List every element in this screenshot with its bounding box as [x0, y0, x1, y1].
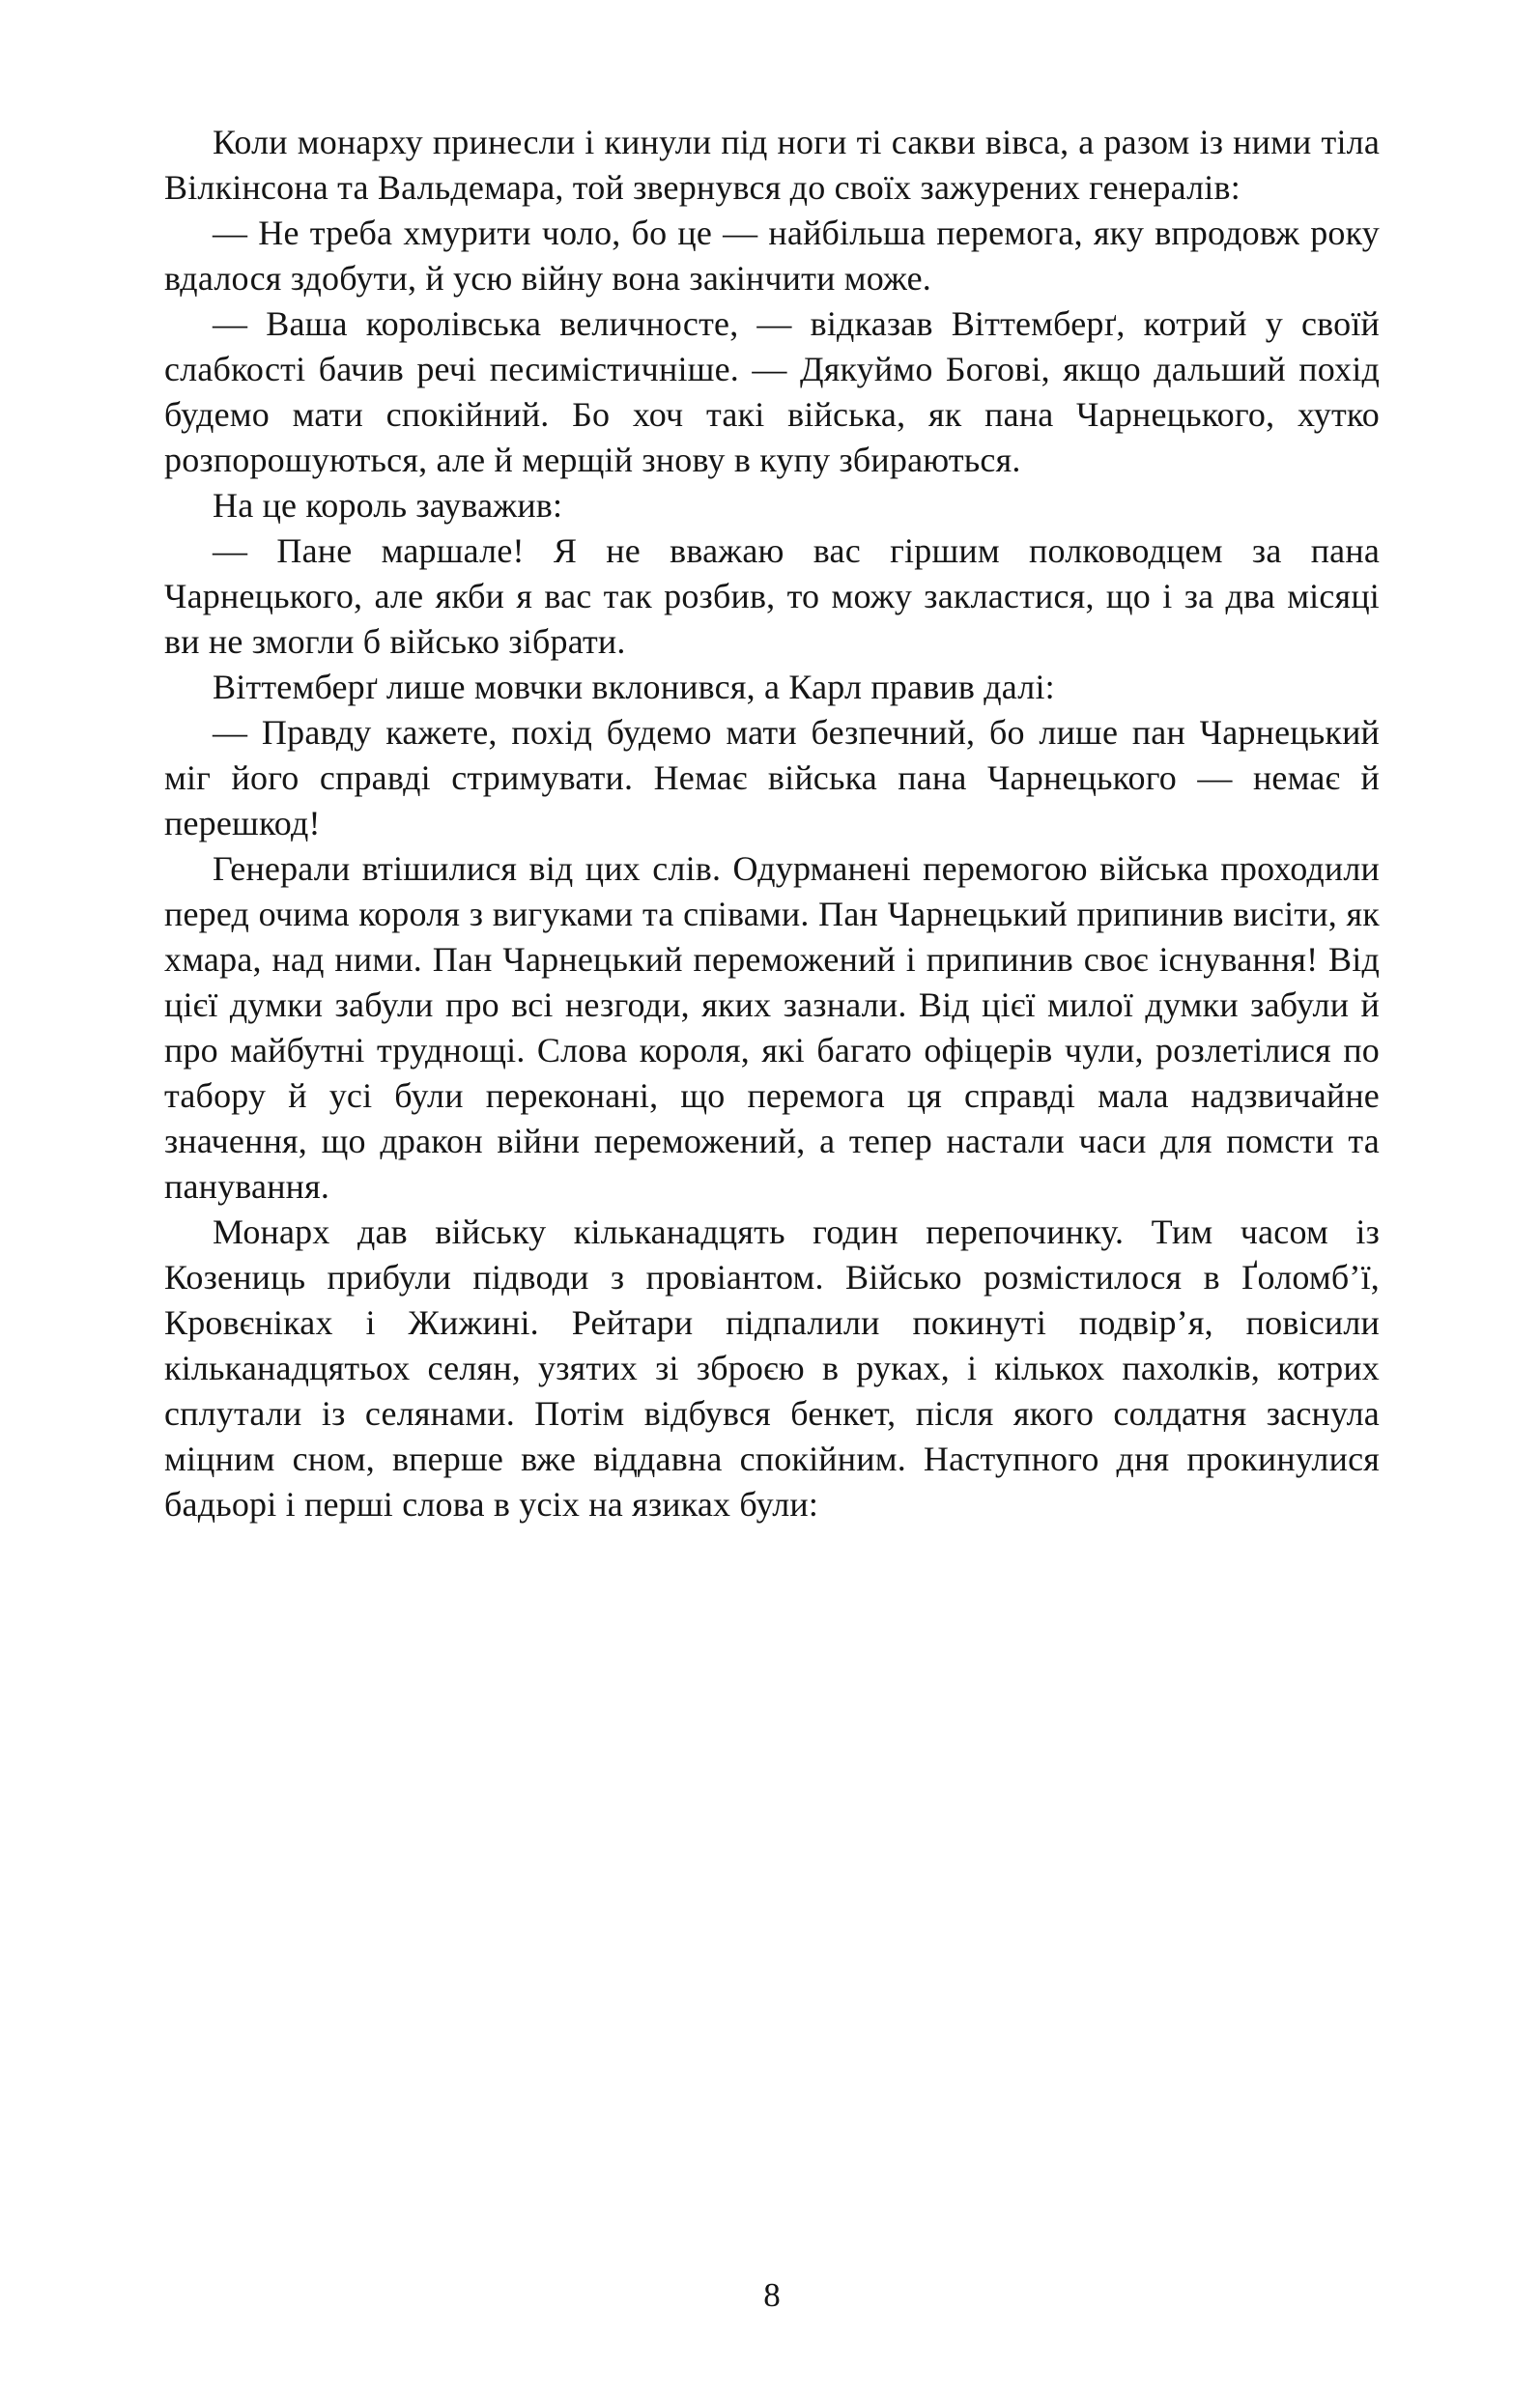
text-block	[164, 120, 1380, 1527]
paragraph: Віттемберґ лише мовчки вклонився, а Карл правив далі:	[213, 668, 1055, 706]
paragraph: — Не треба хмурити чоло, бо це — найбільша перемога, яку впродовж року вдалося здобути, й усю війну вона закінчити може.	[164, 214, 1380, 298]
paragraph: Генерали втішилися від цих слів. Одурманені перемогою війська проходили перед очима короля з вигуками та співами. Пан Чарнецький припинив висіти, як хмара, над ними. Пан Чарнецький переможений і припинив своє існування! Від цієї думки забули про всі незгоди, яких зазнали. Від цієї милої думки забули й про майбутні труднощі. Слова короля, які багато офіцерів чули, розлетілися по табору й усі були переконані, що перемога ця справді мала надзвичайне значення, що дракон війни переможений, а тепер настали часи для помсти та панування.	[164, 849, 1380, 1206]
paragraph: Монарх дав війську кільканадцять годин перепочинку. Тим часом із Козениць прибули підводи з провіантом. Військо розмістилося в Ґоломб’ї, Кровєніках і Жижині. Рейтари підпалили покинуті подвір’я, повісили кільканадцятьох селян, узятих зі зброєю в руках, і кількох пахолків, котрих сплутали із селянами. Потім відбувся бенкет, після якого солдатня заснула міцним сном, вперше вже віддавна спокійним. Наступного дня прокинулися бадьорі і перші слова в усіх на язиках були:	[164, 1212, 1380, 1524]
page-number: 8	[763, 2276, 781, 2314]
paragraph: На це король зауважив:	[213, 486, 563, 525]
paragraph: — Ваша королівська величносте, — відказав Віттемберґ, котрий у своїй слабкості бачив речі песимістичніше. — Дякуймо Богові, якщо дальший похід будемо мати спокійний. Бо хоч такі війська, як пана Чарнецького, хутко розпорошуються, але й мерщій знову в купу збираються.	[164, 304, 1380, 479]
paragraph: — Пане маршале! Я не вважаю вас гіршим полководцем за пана Чарнецького, але якби я вас так розбив, то можу закластися, що і за два місяці ви не змогли б військо зібрати.	[164, 531, 1380, 661]
paragraph: Коли монарху принесли і кинули під ноги ті сакви вівса, а разом із ними тіла Вілкінсона та Вальдемара, той звернувся до своїх зажурених генералів:	[164, 123, 1380, 207]
paragraph: — Правду кажете, похід будемо мати безпечний, бо лише пан Чарнецький міг його справді стримувати. Немає війська пана Чарнецького — немає й перешкод!	[164, 713, 1380, 842]
